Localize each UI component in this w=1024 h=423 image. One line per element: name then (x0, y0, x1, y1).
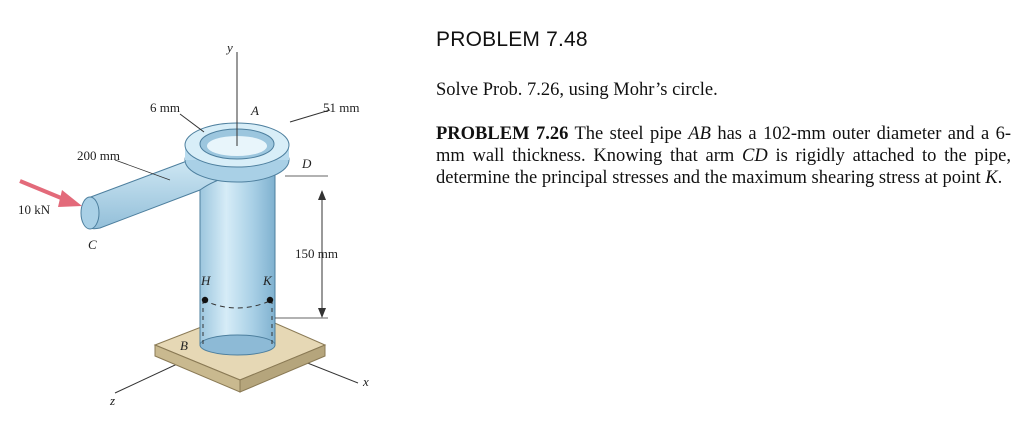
problem-statement (436, 123, 1011, 189)
statement-text-2: has a 102-mm outer diameter and a 6-mm wall thickness. Knowing that arm (436, 124, 1012, 166)
statement-text-4: . (997, 168, 1003, 188)
dim-wall-label: 6 mm (150, 100, 180, 115)
problem-title: PROBLEM 7.48 (436, 28, 588, 51)
point-h-label: H (201, 273, 211, 288)
y-axis-label: y (227, 40, 233, 55)
statement-text-1: The steel pipe (568, 124, 689, 144)
pipe-ab-ref: AB (688, 124, 711, 144)
pipe-figure (0, 0, 420, 423)
pipe-ab (200, 175, 275, 355)
point-b-label: B (180, 338, 188, 353)
force-label: 10 kN (18, 202, 51, 217)
dim-arm-label: 200 mm (77, 148, 120, 163)
problem-instruction: Solve Prob. 7.26, using Mohr’s circle. (436, 80, 718, 100)
point-a-label: A (251, 103, 259, 118)
point-k-label: K (263, 273, 272, 288)
statement-text-3: is rigidly attached to the pipe, determine the principal stresses and the maximum shearing stress at point (436, 146, 1011, 188)
point-d-label: D (302, 156, 312, 171)
arm-cd-ref: CD (742, 146, 768, 166)
dim-150-label: 150 mm (295, 246, 338, 261)
problem-reference: PROBLEM 7.26 (436, 124, 569, 144)
problem-text (436, 28, 1011, 189)
point-c-label: C (88, 237, 97, 252)
point-k-ref: K (985, 168, 998, 188)
z-axis-label: z (110, 393, 116, 408)
x-axis-label: x (363, 374, 369, 389)
dim-51-label: 51 mm (323, 100, 360, 115)
